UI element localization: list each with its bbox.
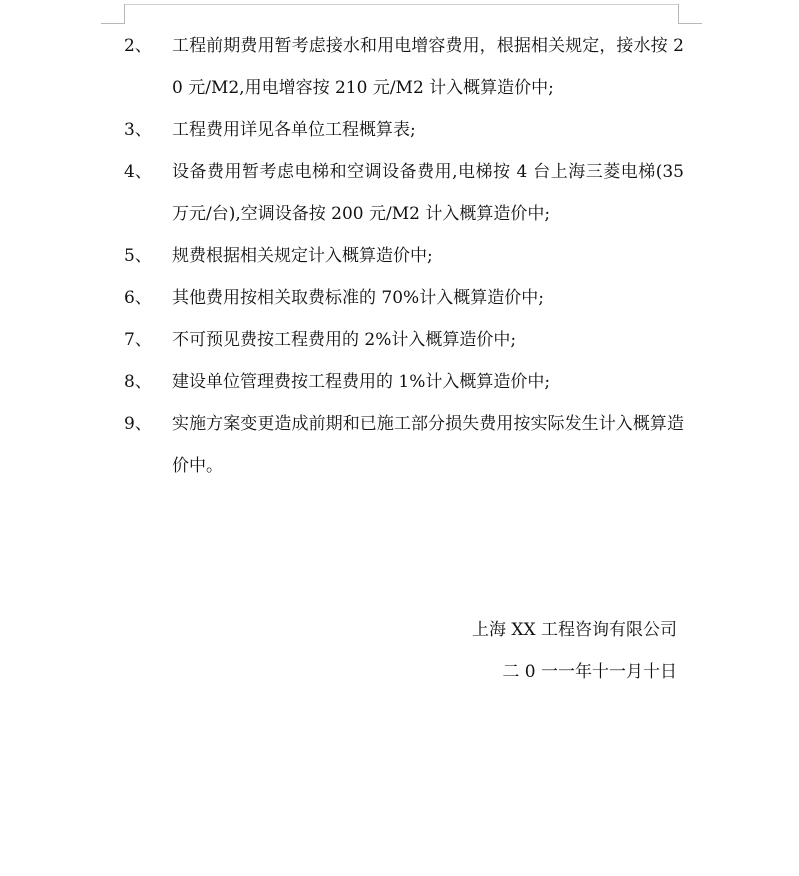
list-item [0,25,799,109]
list-item-number: 8、 [124,372,152,392]
signature-company: 上海 XX 工程咨询有限公司 [471,620,677,640]
page-top-edge [124,4,679,5]
list-item-text: 工程费用详见各单位工程概算表; [172,120,416,140]
list-item-number: 5、 [124,246,152,266]
list-item-text: 工程前期费用暂考虑接水和用电增容费用，根据相关规定，接水按 20 元/M2,用电增容按 210 元/M2 计入概算造价中; [172,36,684,98]
numbered-list [0,25,799,487]
signature-date: 二 0 一一年十一月十日 [502,662,677,682]
margin-mark-left-vertical [124,4,125,24]
list-item-number: 7、 [124,330,152,350]
list-item-number: 3、 [124,120,152,140]
list-item-text: 设备费用暂考虑电梯和空调设备费用,电梯按 4 台上海三菱电梯(35 万元/台),空调设备按 200 元/M2 计入概算造价中; [172,162,684,224]
list-item-text: 实施方案变更造成前期和已施工部分损失费用按实际发生计入概算造价中。 [172,414,684,476]
list-item-number: 2、 [124,36,152,56]
list-item [0,319,799,361]
list-item-number: 6、 [124,288,152,308]
list-item [0,109,799,151]
list-item [0,277,799,319]
list-item-text: 不可预见费按工程费用的 2%计入概算造价中; [172,330,517,350]
list-item-text: 规费根据相关规定计入概算造价中; [172,246,433,266]
list-item-text: 其他费用按相关取费标准的 70%计入概算造价中; [172,288,544,308]
margin-mark-right-horizontal [678,23,702,24]
list-item [0,235,799,277]
margin-mark-left-horizontal [101,23,125,24]
list-item-number: 4、 [124,162,152,182]
list-item-number: 9、 [124,414,152,434]
list-item [0,403,799,487]
list-item-text: 建设单位管理费按工程费用的 1%计入概算造价中; [172,372,551,392]
list-item [0,361,799,403]
margin-mark-right-vertical [678,4,679,24]
list-item [0,151,799,235]
